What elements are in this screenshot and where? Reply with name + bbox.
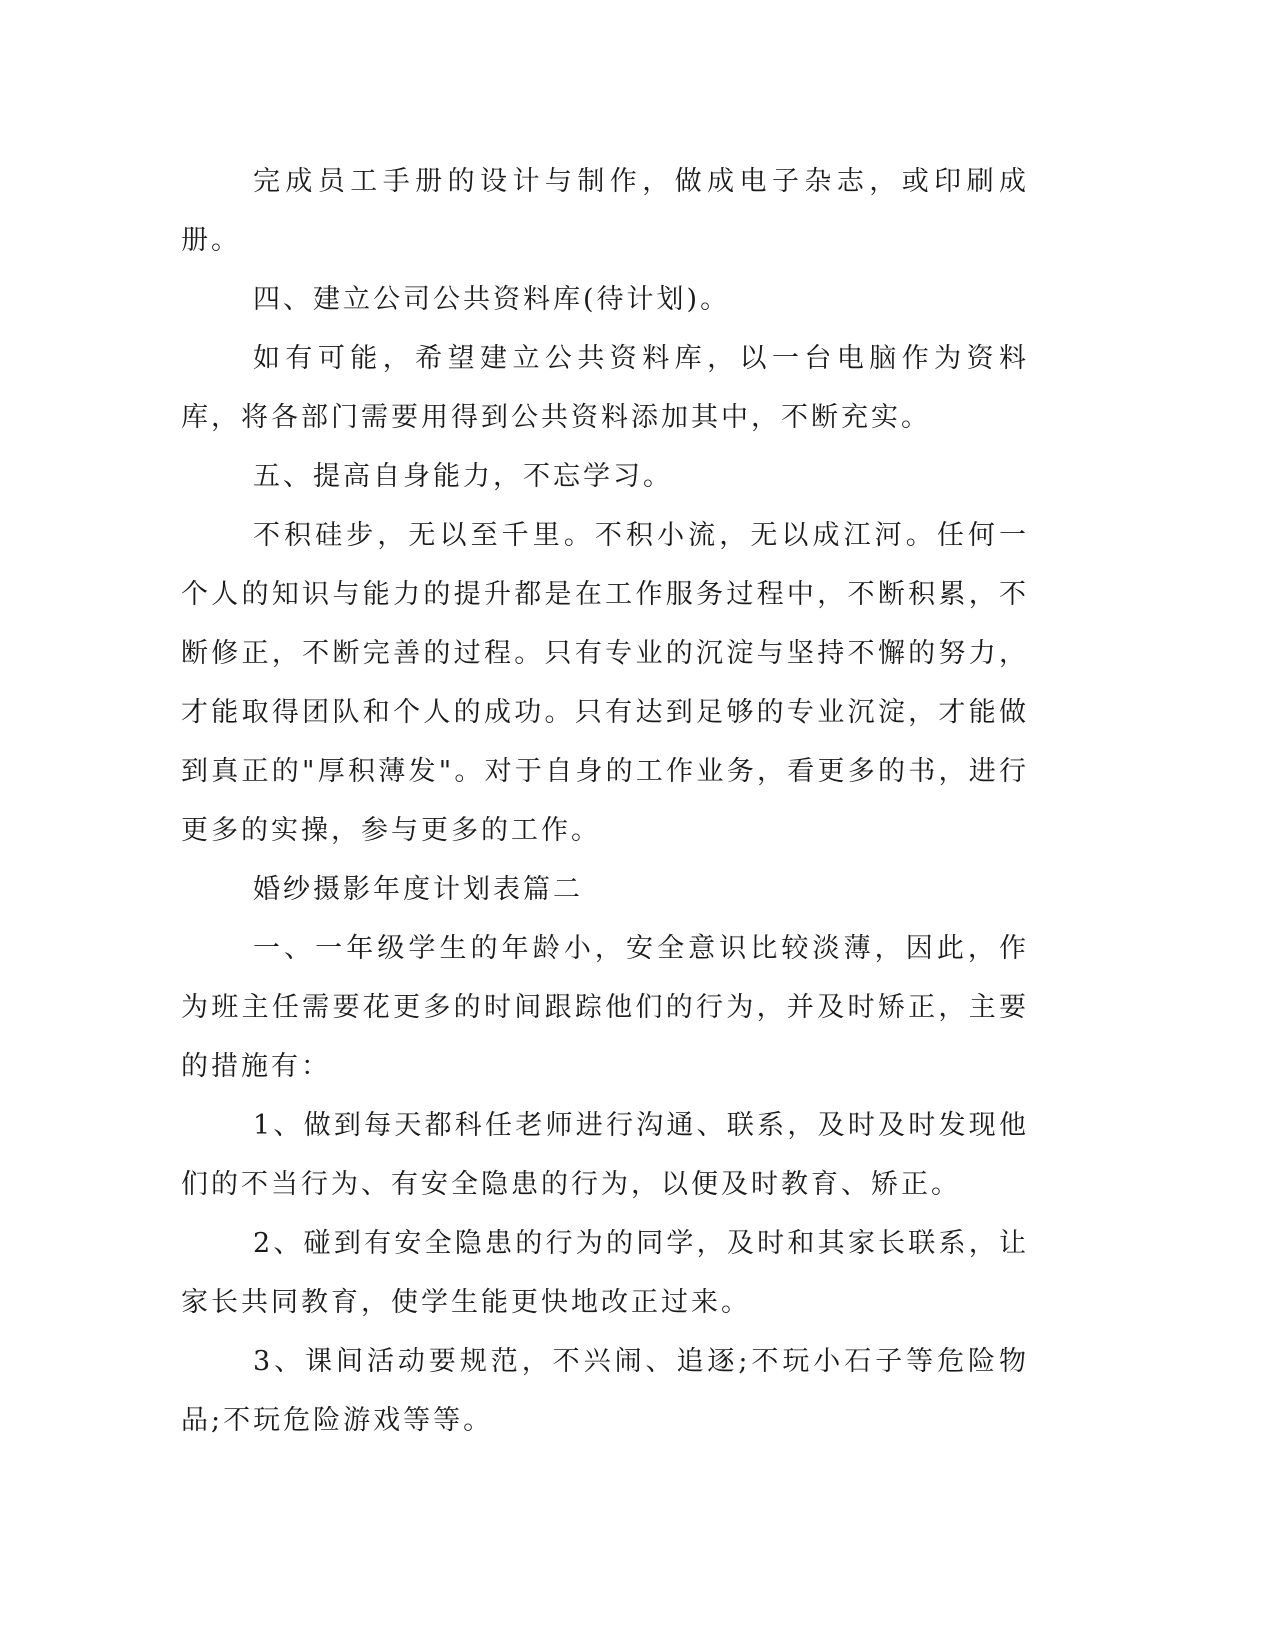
paragraph-safety-intro: 一、一年级学生的年龄小，安全意识比较淡薄，因此，作为班主任需要花更多的时间跟踪他们的行为，并及时矫正，主要的措施有： — [181, 933, 1029, 1082]
paragraph-public-library: 如有可能，希望建立公共资料库，以一台电脑作为资料库，将各部门需要用得到公共资料添加其中，不断充实。 — [181, 343, 1029, 433]
section-title-part-two: 婚纱摄影年度计划表篇二 — [253, 874, 583, 905]
list-item-measure-3: 3、课间活动要规范，不兴闹、追逐;不玩小石子等危险物品;不玩危险游戏等等。 — [181, 1346, 1029, 1436]
paragraph-self-improvement: 不积硅步，无以至千里。不积小流，无以成江河。任何一个人的知识与能力的提升都是在工作服务过程中，不断积累，不断修正，不断完善的过程。只有专业的沉淀与坚持不懈的努力，才能取得团队和个人的成功。只有达到足够的专业沉淀，才能做到真正的"厚积薄发"。对于自身的工作业务，看更多的书，进行更多的实操，参与更多的工作。 — [181, 520, 1029, 846]
heading-self-improvement: 五、提高自身能力，不忘学习。 — [253, 461, 673, 492]
document-body — [181, 152, 1029, 1450]
paragraph-manual-design: 完成员工手册的设计与制作，做成电子杂志，或印刷成册。 — [181, 166, 1029, 256]
list-item-measure-1: 1、做到每天都科任老师进行沟通、联系，及时及时发现他们的不当行为、有安全隐患的行为，以便及时教育、矫正。 — [181, 1110, 1029, 1200]
list-item-measure-2: 2、碰到有安全隐患的行为的同学，及时和其家长联系，让家长共同教育，使学生能更快地改正过来。 — [181, 1228, 1029, 1318]
heading-public-library: 四、建立公司公共资料库(待计划)。 — [253, 284, 731, 315]
